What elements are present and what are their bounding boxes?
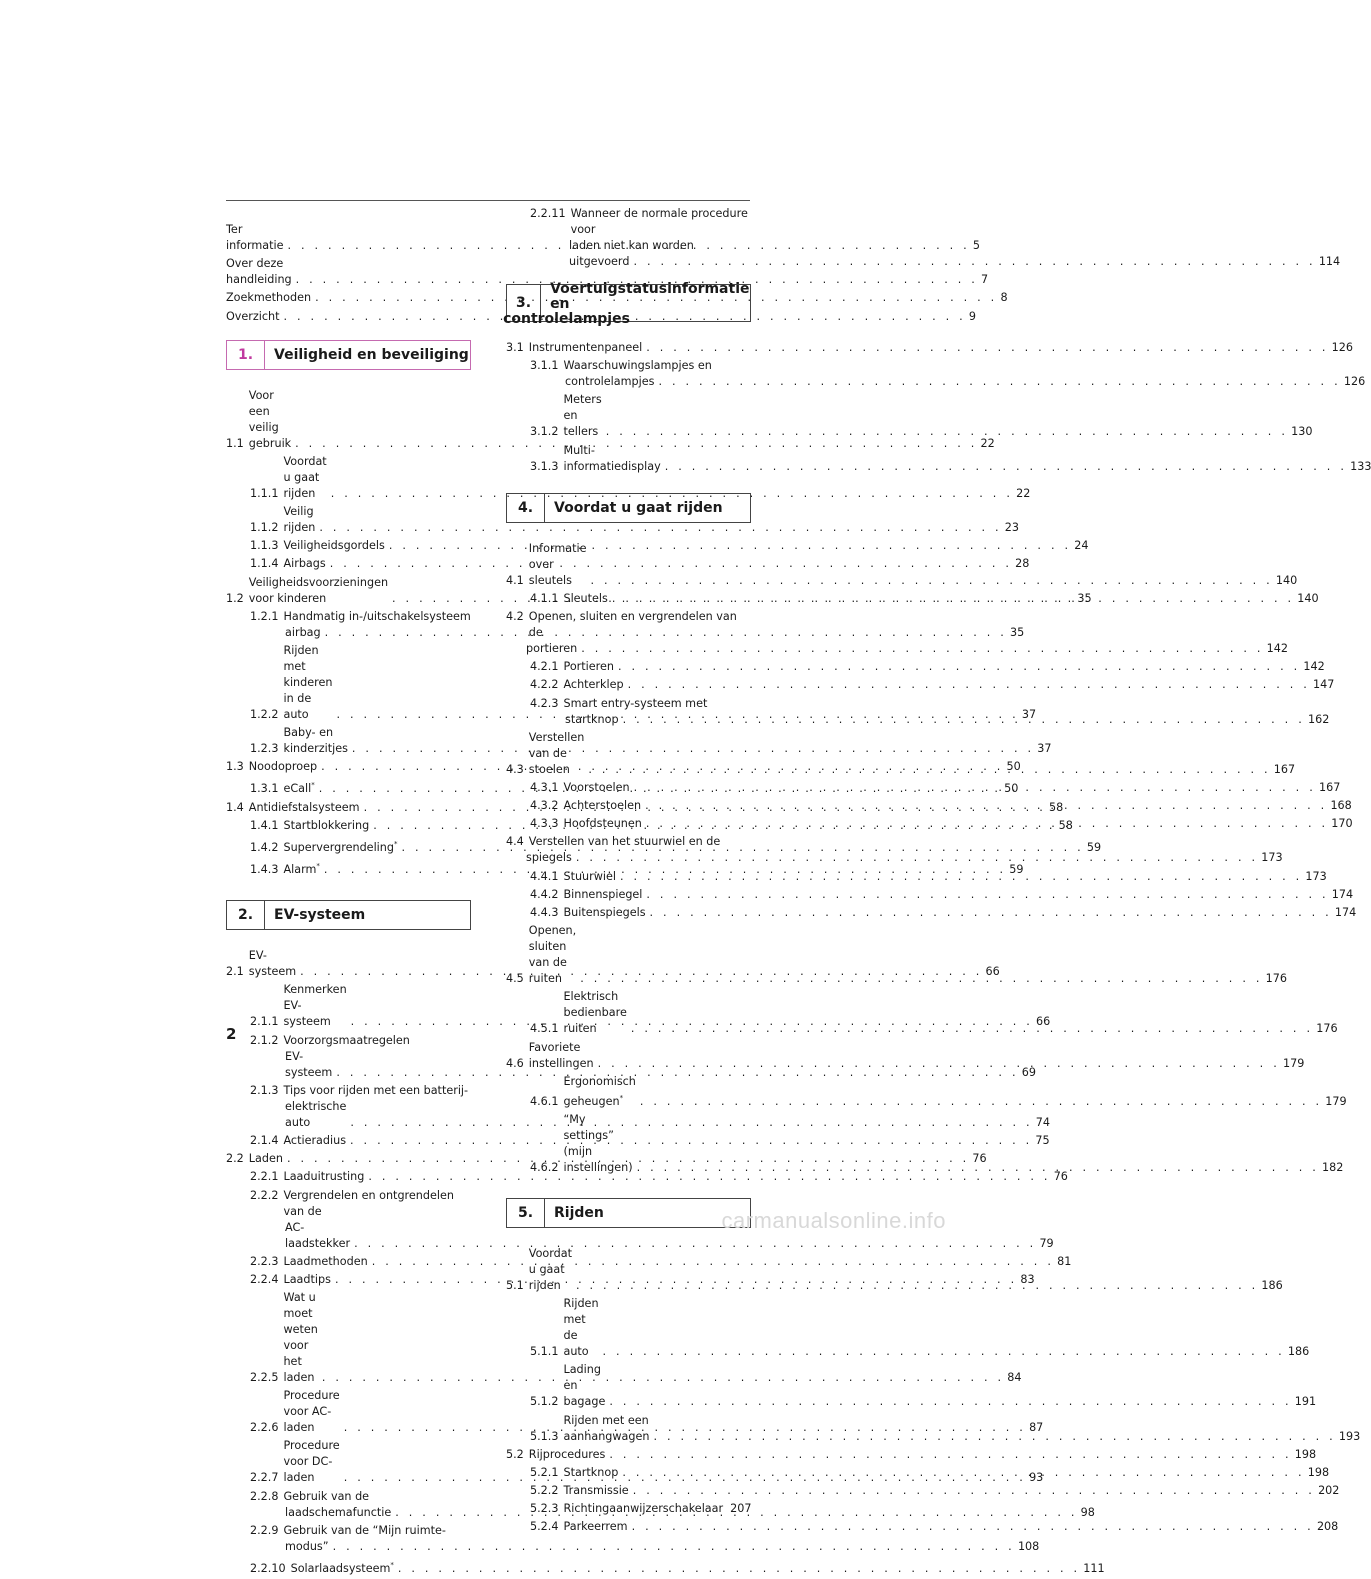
toc-entry[interactable]: 4.1 Informatie over sleutels . . . 140: [506, 541, 751, 589]
toc-entry[interactable]: Ter informatie . . . 5: [226, 222, 471, 254]
toc-entry[interactable]: 4.3.2 Achterstoelen . . . 168: [506, 798, 751, 814]
chapter-title: Rijden: [554, 1204, 604, 1221]
toc-entry[interactable]: 2.1.1 Kenmerken EV-systeem . . . 66: [226, 982, 471, 1030]
chapter-number: 4.: [507, 494, 545, 522]
toc-entry[interactable]: 3.1.3 Multi-informatiedisplay . . . 133: [506, 443, 751, 475]
toc-entry[interactable]: Zoekmethoden . . . 8: [226, 290, 471, 306]
toc-entry[interactable]: 4.5 Openen, sluiten van de ruiten . . . 176: [506, 923, 751, 987]
toc-entry[interactable]: 5.2.1 Startknop . . . 198: [506, 1465, 751, 1481]
toc-entry[interactable]: 4.3.1 Voorstoelen . . . 167: [506, 780, 751, 796]
chapter-title: Veiligheid en beveiliging: [274, 346, 469, 363]
chapter-heading-2[interactable]: [226, 900, 471, 930]
toc-entry[interactable]: Overzicht . . . 9: [226, 309, 471, 325]
toc-entry[interactable]: 4.5.1 Elektrisch bedienbare ruiten . . . 176: [506, 989, 751, 1037]
toc-entry[interactable]: 2.2.4 Laadtips . . . 83: [226, 1272, 471, 1288]
toc-entry[interactable]: 1.3.1 eCall* . . . 50: [226, 777, 471, 797]
chapter-number: 2.: [227, 901, 265, 929]
toc-entry[interactable]: Over deze handleiding . . . 7: [226, 256, 471, 288]
toc-entry[interactable]: 4.2.3 Smart entry-systeem met startknop . . . 162: [506, 696, 751, 728]
toc-entry[interactable]: 1.1.4 Airbags . . . 28: [226, 556, 471, 572]
toc-entry[interactable]: 4.6 Favoriete instellingen . . . 179: [506, 1040, 751, 1072]
toc-entry[interactable]: 4.6.1 Ergonomisch geheugen* . . . 179: [506, 1074, 751, 1110]
toc-entry[interactable]: 5.1.1 Rijden met de auto . . . 186: [506, 1296, 751, 1360]
toc-entry[interactable]: 1.2.2 Rijden met kinderen in de auto . . . 37: [226, 643, 471, 723]
chapter-heading-3[interactable]: [503, 280, 751, 327]
toc-entry[interactable]: 2.2 Laden . . . 76: [226, 1151, 471, 1167]
toc-entry[interactable]: 5.2 Rijprocedures . . . 198: [506, 1447, 751, 1463]
toc-entry[interactable]: 1.4.1 Startblokkering . . . 58: [226, 818, 471, 834]
toc-entry[interactable]: 4.2.2 Achterklep . . . 147: [506, 677, 751, 693]
toc-entry[interactable]: 4.3.3 Hoofdsteunen . . . 170: [506, 816, 751, 832]
toc-entry[interactable]: 2.2.1 Laaduitrusting . . . 76: [226, 1169, 471, 1185]
toc-entry[interactable]: 2.1 EV-systeem . . . 66: [226, 948, 471, 980]
toc-entry[interactable]: 1.4.3 Alarm* . . . 59: [226, 858, 471, 878]
toc-entry[interactable]: 4.4.2 Binnenspiegel . . . 174: [506, 887, 751, 903]
chapter-title: Voertuigstatusinformatie en controlelampjes: [503, 280, 750, 327]
toc-entry[interactable]: 1.2 Veiligheidsvoorzieningen voor kinderen . . . 35: [226, 575, 471, 607]
toc-entry[interactable]: 2.2.5 Wat u moet weten voor het laden . . . 84: [226, 1290, 471, 1386]
toc-entry[interactable]: 4.4 Verstellen van het stuurwiel en de spiegels . . . 173: [506, 834, 751, 866]
toc-entry[interactable]: 2.1.2 Voorzorgsmaatregelen EV-systeem . . . 69: [226, 1033, 471, 1081]
toc-entry[interactable]: 5.2.2 Transmissie . . . 202: [506, 1483, 751, 1499]
toc-entry[interactable]: 2.2.9 Gebruik van de “Mijn ruimte- modus” . . . 108: [226, 1523, 471, 1555]
toc-entry[interactable]: 1.4.2 Supervergrendeling* . . . 59: [226, 836, 471, 856]
toc-entry[interactable]: 5.1 Voordat u gaat rijden . . . 186: [506, 1246, 751, 1294]
toc-entry[interactable]: 4.4.1 Stuurwiel . . . 173: [506, 869, 751, 885]
toc-entry[interactable]: 1.2.3 Baby- en kinderzitjes . . . 37: [226, 725, 471, 757]
chapter-heading-1[interactable]: [226, 340, 471, 370]
chapter-heading-4[interactable]: [506, 493, 751, 523]
chapter-heading-5[interactable]: [506, 1198, 751, 1228]
toc-entry[interactable]: 3.1.1 Waarschuwingslampjes en controlelampjes . . . 126: [506, 358, 751, 390]
toc-entry[interactable]: 1.3 Noodoproep . . . 50: [226, 759, 471, 775]
toc-entry[interactable]: 2.2.7 Procedure voor DC-laden . . . 93: [226, 1438, 471, 1486]
toc-entry[interactable]: 3.1 Instrumentenpaneel . . . 126: [506, 340, 751, 356]
toc-entry[interactable]: 4.4.3 Buitenspiegels . . . 174: [506, 905, 751, 921]
toc-entry[interactable]: 5.2.4 Parkeerrem . . . 208: [506, 1519, 751, 1535]
page-number: 2: [226, 1025, 237, 1043]
toc-entry[interactable]: 5.1.3 Rijden met een aanhangwagen . . . 193: [506, 1413, 751, 1445]
toc-entry[interactable]: 2.2.3 Laadmethoden . . . 81: [226, 1254, 471, 1270]
toc-entry[interactable]: 2.2.10 Solarlaadsysteem* . . . 111: [226, 1557, 471, 1577]
chapter-number: 5.: [507, 1199, 545, 1227]
watermark: carmanualsonline.info: [721, 1208, 946, 1233]
toc-entry[interactable]: 1.1.1 Voordat u gaat rijden . . . 22: [226, 454, 471, 502]
toc-entry[interactable]: 3.1.2 Meters en tellers . . . 130: [506, 392, 751, 440]
toc-entry[interactable]: 4.3 Verstellen van de stoelen . . . 167: [506, 730, 751, 778]
toc-entry[interactable]: 5.1.2 Lading en bagage . . . 191: [506, 1362, 751, 1410]
chapter-number: 3.: [507, 285, 541, 321]
toc-entry[interactable]: 2.2.11 Wanneer de normale procedure voor laden niet kan worden uitgevoerd . . . 114: [506, 206, 751, 270]
toc-entry[interactable]: 2.1.4 Actieradius . . . 75: [226, 1133, 471, 1149]
toc-entry[interactable]: 4.2 Openen, sluiten en vergrendelen van de portieren . . . 142: [506, 609, 751, 657]
chapter-number: 1.: [227, 341, 265, 369]
toc-entry[interactable]: 4.2.1 Portieren . . . 142: [506, 659, 751, 675]
chapter-title: EV-systeem: [274, 907, 366, 924]
toc-entry[interactable]: 1.1.2 Veilig rijden . . . 23: [226, 504, 471, 536]
toc-entry[interactable]: 1.4 Antidiefstalsysteem . . . 58: [226, 800, 471, 816]
toc-entry[interactable]: 2.2.2 Vergrendelen en ontgrendelen van de AC-laadstekker . . . 79: [226, 1188, 471, 1252]
toc-entry[interactable]: 2.1.3 Tips voor rijden met een batterij- elektrische auto . . . 74: [226, 1083, 471, 1131]
toc-entry[interactable]: 2.2.6 Procedure voor AC-laden . . . 87: [226, 1388, 471, 1436]
toc-entry[interactable]: 1.2.1 Handmatig in-/uitschakelsysteem airbag . . . 35: [226, 609, 471, 641]
chapter-title: Voordat u gaat rijden: [554, 499, 723, 516]
toc-entry[interactable]: 5.2.3 Richtingaanwijzerschakelaar 207: [530, 1502, 752, 1516]
toc-entry[interactable]: 4.1.1 Sleutels . . . 140: [506, 591, 751, 607]
toc-entry[interactable]: 1.1.3 Veiligheidsgordels . . . 24: [226, 538, 471, 554]
toc-entry[interactable]: 2.2.8 Gebruik van de laadschemafunctie . . . 98: [226, 1489, 471, 1521]
toc-entry[interactable]: 1.1 Voor een veilig gebruik . . . 22: [226, 388, 471, 452]
toc-entry[interactable]: 4.6.2 “My settings” (mijn instellingen) . . . 182: [506, 1112, 751, 1176]
header-rule: [226, 200, 750, 201]
